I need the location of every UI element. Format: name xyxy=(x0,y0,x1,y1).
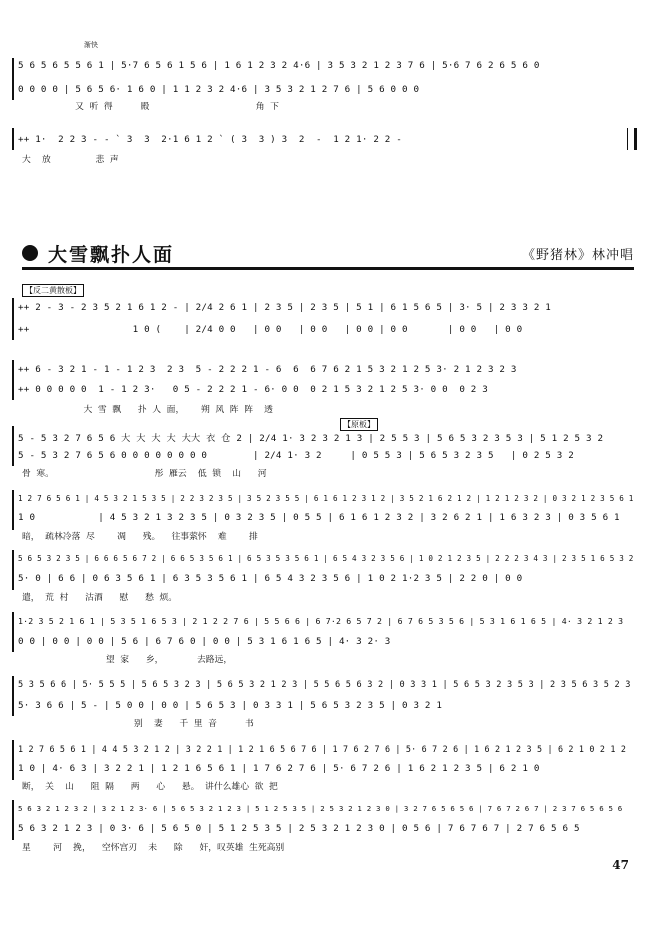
notation-upper: 1 2 7 6 5 6 1 | 4 4 5 3 2 1 2 | 3 2 2 1 | 1 2 1 6 5 6 7 6 | 1 7 6 2 7 6 | 5· 6 7 2 6 | 1 6 2 1 2 3 5 | 6 2 1 0 2 1 2 xyxy=(18,744,627,754)
notation-lower: 5 6 3 2 1 2 3 | 0 3· 6 | 5 6 5 0 | 5 1 2 5 3 5 | 2 5 3 2 1 2 3 0 | 0 5 6 | 7 6 7 6 7 | 2 7 6 5 6 5 xyxy=(18,823,580,834)
notation-lower: 1 0 | 4· 6 3 | 3 2 2 1 | 1 2 1 6 5 6 1 | 1 7 6 2 7 6 | 5· 6 7 2 6 | 1 6 2 1 2 3 5 | 6 2 1 0 xyxy=(18,763,540,774)
lyrics-line: 骨 寒。 彤 雁云 低 锁 山 河 xyxy=(22,469,267,479)
lyrics-line: 大 放 悲 声 xyxy=(22,155,119,165)
yuanban-tag: 【原板】 xyxy=(340,418,378,431)
notation-lower: 5· 0 | 6 6 | 0 6 3 5 6 1 | 6 3 5 3 5 6 1 | 6 5 4 3 2 3 5 6 | 1 0 2 1·2 3 5 | 2 2 0 | 0 0 xyxy=(18,573,523,584)
notation-upper: 5 6 5 6 5 5 6 1 | 5·7 6 5 6 1 5 6 | 1 6 1 2 3 2 4·6 | 3 5 3 2 1 2 3 7 6 | 5·6 7 6 2 6 5 6 0 xyxy=(18,60,540,71)
tempo-mark: 渐快 xyxy=(84,41,98,49)
lyrics-line: 断， 关 山 阻 隔 两 心 悬。 讲什么雄心 欲 把 xyxy=(22,782,278,792)
final-barline xyxy=(627,128,637,150)
lyrics-line: 暗， 疏林冷落 尽 凋 残。 往事萦怀 难 排 xyxy=(22,532,258,542)
header-rule xyxy=(22,267,634,270)
lyrics-line: 大 雪 飘 扑 人 面， 朔 风 阵 阵 透 xyxy=(22,405,273,415)
lyrics-line: 遣， 荒 村 沽酒 慰 愁 烦。 xyxy=(22,593,178,603)
section-source: 《野猪林》林冲唱 xyxy=(521,248,634,263)
bullet-icon xyxy=(22,245,38,261)
section-header xyxy=(22,236,634,272)
lyrics-line: 望 家 乡， 去路远， xyxy=(22,655,233,665)
notation-lower: ++ 0 0 0 0 0 1 - 1 2 3· 0 5 - 2 2 2 1 - 6· 0 0 0 2 1 5 3 2 1 2 5 3· 0 0 0 2 3 xyxy=(18,384,488,395)
notation-upper: 5 3 5 6 6 | 5· 5 5 5 | 5 6 5 3 2 3 | 5 6 5 3 2 1 2 3 | 5 5 6 5 6 3 2 | 0 3 3 1 | 5 6 5 3 2 3 5 3 | 2 3 5 6 3 5 2 3 xyxy=(18,680,631,690)
section-title: 大雪飘扑人面 xyxy=(48,244,175,266)
notation-lower: 5 - 5 3 2 7 6 5 6 0 0 0 0 0 0 0 0 | 2/4 1· 3 2 | 0 5 5 3 | 5 6 5 3 2 3 5 | 0 2 5 3 2 xyxy=(18,450,574,461)
lyrics-line: 又 听 得 殿 角 下 xyxy=(22,102,279,112)
lyrics-line: 别 妻 千 里 音 书 xyxy=(22,719,254,729)
notation-upper: ++ 1· 2 2 3 - - ` 3 3 2·1 6 1 2 ` ( 3 3 ) 3 2 - 1 2 1· 2 2 - xyxy=(18,134,402,145)
notation-lower: 1 0 | 4 5 3 2 1 3 2 3 5 | 0 3 2 3 5 | 0 5 5 | 6 1 6 1 2 3 2 | 3 2 6 2 1 | 1 6 3 2 3 | 0 3 5 6 1 xyxy=(18,512,620,523)
notation-lower: 0 0 0 0 | 5 6 5 6· 1 6 0 | 1 1 2 3 2 4·6 | 3 5 3 2 1 2 7 6 | 5 6 0 0 0 xyxy=(18,84,420,95)
page-number: 47 xyxy=(612,858,629,872)
notation-upper: ++ 2 - 3 - 2 3 5 2 1 6 1 2 - | 2/4 2 6 1 | 2 3 5 | 2 3 5 | 5 1 | 6 1 5 6 5 | 3· 5 | 2 3 3 2 1 xyxy=(18,302,552,313)
notation-upper: 5 6 5 3 2 3 5 | 6 6 6 5 6 7 2 | 6 6 5 3 5 6 1 | 6 5 3 5 3 5 6 1 | 6 5 4 3 2 3 5 6 | 1 0 2 1 2 3 5 | 2 2 2 3 4 3 | 2 3 5 1 6 5 3 2 xyxy=(18,554,634,563)
mode-tag: 【反二黄散板】 xyxy=(22,284,84,297)
notation-upper: 1 2 7 6 5 6 1 | 4 5 3 2 1 5 3 5 | 2 2 3 2 3 5 | 3 5 2 3 5 5 | 6 1 6 1 2 3 1 2 | 3 5 2 1 6 2 1 2 | 1 2 1 2 3 2 | 0 3 2 1 2 3 5 6 1 xyxy=(18,494,634,503)
notation-upper: 1·2 3 5 2 1 6 1 | 5 3 5 1 6 5 3 | 2 1 2 2 7 6 | 5 5 6 6 | 6 7·2 6 5 7 2 | 6 7 6 5 3 5 6 | 5 3 1 6 1 6 5 | 4· 3 2 1 2 3 xyxy=(18,616,624,626)
notation-upper: ++ 6 - 3 2 1 - 1 - 1 2 3 2 3 5 - 2 2 2 1 - 6 6 6 7 6 2 1 5 3 2 1 2 5 3· 2 1 2 3 2 3 xyxy=(18,364,517,375)
notation-lower: 5· 3 6 6 | 5 - | 5 0 0 | 0 0 | 5 6 5 3 | 0 3 3 1 | 5 6 5 3 2 3 5 | 0 3 2 1 xyxy=(18,700,443,711)
lyrics-line: 星 河 挽， 空怀宫刃 未 除 奸，叹英雄 生死高别 xyxy=(22,843,285,853)
notation-upper: 5 6 3 2 1 2 3 2 | 3 2 1 2 3· 6 | 5 6 5 3 2 1 2 3 | 5 1 2 5 3 5 | 2 5 3 2 1 2 3 0 | 3 2 7 6 5 6 5 6 | 7 6 7 2 6 7 | 2 3 7 6 5 6 5 6 xyxy=(18,804,623,813)
notation-lower: 0 0 | 0 0 | 0 0 | 5 6 | 6 7 6 0 | 0 0 | 5 3 1 6 1 6 5 | 4· 3 2· 3 xyxy=(18,636,391,647)
notation-upper: 5 - 5 3 2 7 6 5 6 大 大 大 大 大大 衣 仓 2 | 2/4 1· 3 2 3 2 1 3 | 2 5 5 3 | 5 6 5 3 2 3 5 3 | 5 1 2 5 3 2 xyxy=(18,433,604,444)
notation-lower: ++ 1 0 ( | 2/4 0 0 | 0 0 | 0 0 | 0 0 | 0 0 | 0 0 | 0 0 xyxy=(18,324,523,335)
